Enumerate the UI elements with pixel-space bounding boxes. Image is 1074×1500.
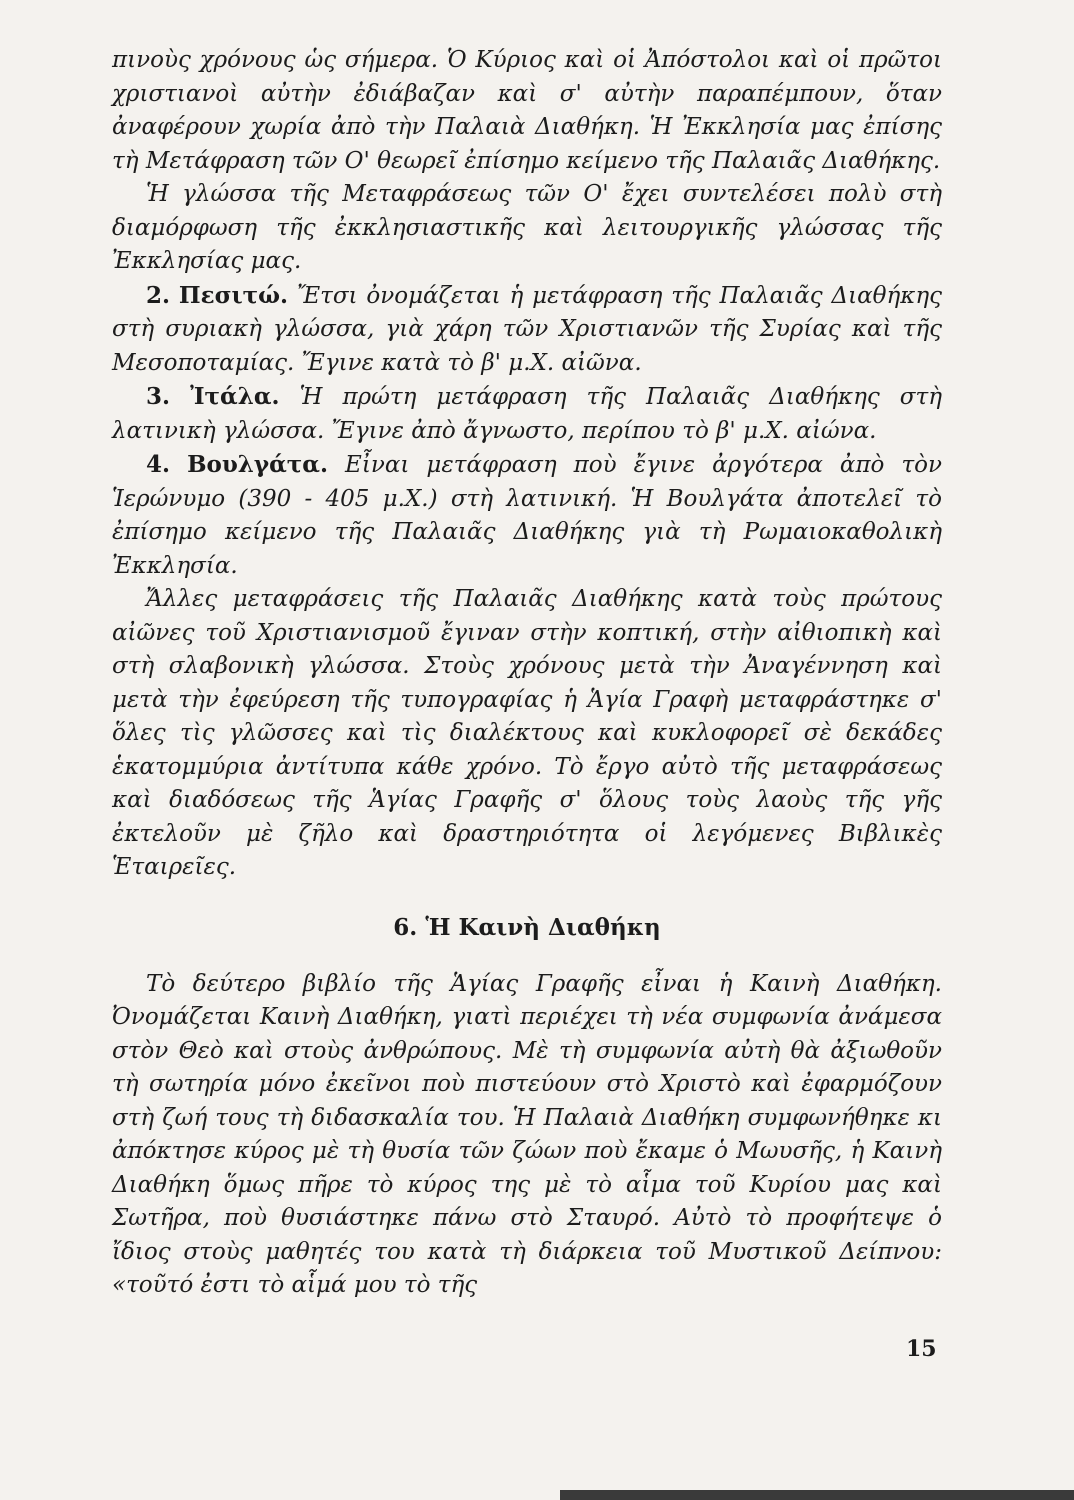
item-text: Ἔτσι ὀνομάζεται ἡ μετάφραση τῆς Παλαιᾶς Διαθήκης στὴ συριακὴ γλώσσα, γιὰ χάρη τῶν Χριστιανῶν τῆς Συρίας καὶ τῆς Μεσοποταμίας. Ἔγινε κατὰ τὸ β' μ.Χ. αἰῶνα. xyxy=(112,282,943,376)
page-number: 15 xyxy=(906,1336,937,1362)
item-term: Πεσιτώ. xyxy=(178,281,289,309)
list-item-peshitta xyxy=(112,279,942,381)
item-text: Ἡ πρώτη μετάφραση τῆς Παλαιᾶς Διαθήκης στὴ λατινικὴ γλώσσα. Ἔγινε ἀπὸ ἄγνωστο, περίπου τὸ β' μ.Χ. αἰώνα. xyxy=(112,384,943,444)
list-item-vulgata xyxy=(112,448,942,583)
paragraph-language: Ἡ γλώσσα τῆς Μεταφράσεως τῶν Ο' ἔχει συντελέσει πολὺ στὴ διαμόρφωση τῆς ἐκκλησιαστικῆς καὶ λειτουργικῆς γλώσσας τῆς Ἐκκλησίας μας. xyxy=(112,181,942,274)
paragraph-new-testament: Τὸ δεύτερο βιβλίο τῆς Ἁγίας Γραφῆς εἶναι ἡ Καινὴ Διαθήκη. Ὀνομάζεται Καινὴ Διαθήκη, γιατὶ περιέχει τὴ νέα συμφωνία ἀνάμεσα στὸν Θεὸ καὶ στοὺς ἀνθρώπους. Μὲ τὴ συμφωνία αὐτὴ θὰ ἀξιωθοῦν τὴ σωτηρία μόνο ἐκεῖνοι ποὺ πιστεύουν στὸ Χριστὸ καὶ ἐφαρμόζουν στὴ ζωή τους τὴ διδασκαλία του. Ἡ Παλαιὰ Διαθήκη συμφωνήθηκε κι ἀπόκτησε κύρος μὲ τὴ θυσία τῶν ζώων ποὺ ἔκαμε ὁ Μωυσῆς, ἡ Καινὴ Διαθήκη ὅμως πῆρε τὸ κύρος της μὲ τὸ αἷμα τοῦ Κυρίου μας καὶ Σωτῆρα, ποὺ θυσιάστηκε πάνω στὸ Σταυρό. Αὐτὸ τὸ προφήτεψε ὁ ἴδιος στοὺς μαθητές του κατὰ τὴ διάρκεια τοῦ Μυστικοῦ Δείπνου: «τοῦτό ἐστι τὸ αἷμά μου τὸ τῆς xyxy=(112,970,942,1298)
item-number: 2. xyxy=(146,281,171,309)
item-number: 3. xyxy=(146,383,171,410)
item-term: Βουλγάτα. xyxy=(187,451,328,478)
scan-edge-shadow xyxy=(560,1490,1074,1500)
item-text: Εἶναι μετάφραση ποὺ ἔγινε ἀργότερα ἀπὸ τὸν Ἱερώνυμο (390 - 405 μ.Χ.) στὴ λατινική. Ἡ Βουλγάτα ἀποτελεῖ τὸ ἐπίσημο κείμενο τῆς Παλαιᾶς Διαθήκης γιὰ τὴ Ρωμαιοκαθολικὴ Ἐκκλησία. xyxy=(112,452,942,579)
paragraph-intro: πινοὺς χρόνους ὡς σήμερα. Ὁ Κύριος καὶ οἱ Ἀπόστολοι καὶ οἱ πρῶτοι χριστιανοὶ αὐτὴν ἐδιάβαζαν καὶ σ' αὐτὴν παραπέμπουν, ὅταν ἀναφέρουν χωρία ἀπὸ τὴν Παλαιὰ Διαθήκη. Ἡ Ἐκκλησία μας ἐπίσης τὴ Μετάφραση τῶν Ο' θεωρεῖ ἐπίσημο κείμενο τῆς Παλαιᾶς Διαθήκης. xyxy=(112,47,942,174)
list-item-itala xyxy=(112,380,942,448)
page-text xyxy=(112,44,942,1303)
item-term: Ἰτάλα. xyxy=(190,383,280,410)
item-number: 4. xyxy=(146,451,171,478)
paragraph-other-translations: Ἄλλες μεταφράσεις τῆς Παλαιᾶς Διαθήκης κατὰ τοὺς πρώτους αἰῶνες τοῦ Χριστιανισμοῦ ἔγιναν στὴν κοπτική, στὴν αἰθιοπικὴ καὶ στὴ σλαβονικὴ γλώσσα. Στοὺς χρόνους μετὰ τὴν Ἀναγέννηση καὶ μετὰ τὴν ἐφεύρεση τῆς τυπογραφίας ἡ Ἁγία Γραφὴ μεταφράστηκε σ' ὅλες τὶς γλῶσσες καὶ τὶς διαλέκτους καὶ κυκλοφορεῖ σὲ δεκάδες ἑκατομμύρια ἀντίτυπα κάθε χρόνο. Τὸ ἔργο αὐτὸ τῆς μεταφράσεως καὶ διαδόσεως τῆς Ἁγίας Γραφῆς σ' ὅλους τοὺς λαοὺς τῆς γῆς ἐκτελοῦν μὲ ζῆλο καὶ δραστηριότητα οἱ λεγόμενες Βιβλικὲς Ἑταιρεῖες. xyxy=(112,586,942,880)
section-heading: 6. Ἡ Καινὴ Διαθήκη xyxy=(393,913,661,941)
